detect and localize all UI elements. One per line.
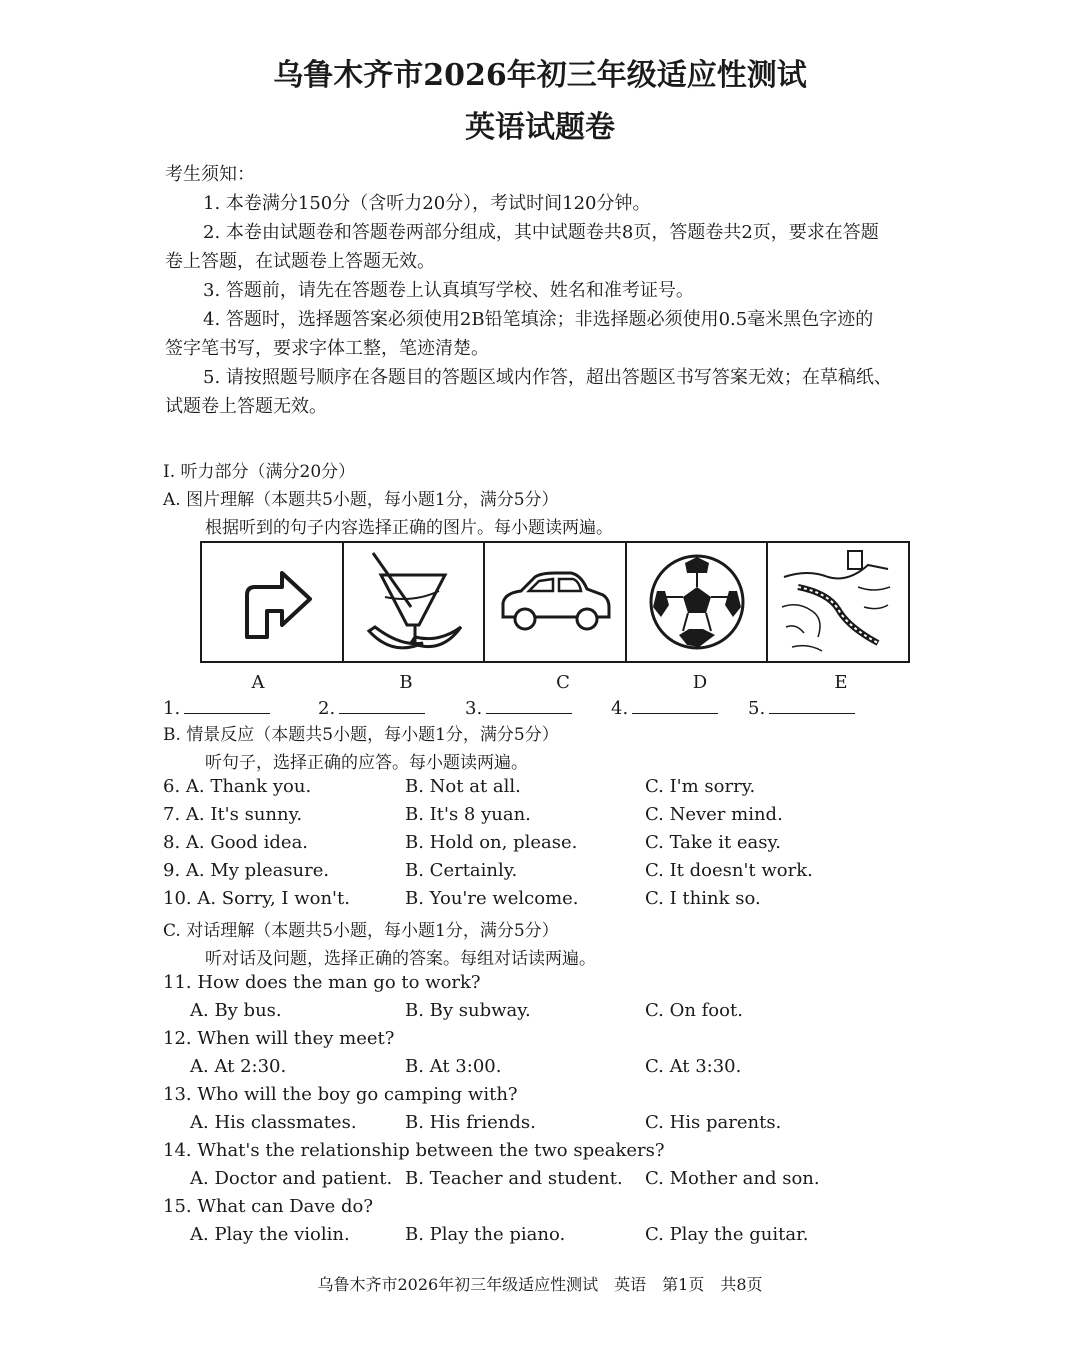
- answer-blank-5[interactable]: [748, 695, 855, 719]
- notice-line-4a: 4. 答题时，选择题答案必须使用2B铅笔填涂；非选择题必须使用0.5毫米黑色字迹的: [203, 309, 874, 330]
- picture-c: [485, 543, 627, 661]
- q12-option-c: C. At 3:30.: [645, 1056, 742, 1077]
- answer-blank-1[interactable]: [163, 695, 270, 719]
- q14-option-c: C. Mother and son.: [645, 1168, 820, 1189]
- soccer-ball-icon: [637, 547, 757, 657]
- answer-blank-2[interactable]: [318, 695, 425, 719]
- notice-heading: 考生须知：: [165, 164, 255, 185]
- q11-option-b: B. By subway.: [405, 1000, 531, 1021]
- q11-option-c: C. On foot.: [645, 1000, 743, 1021]
- page-footer: 乌鲁木齐市2026年初三年级适应性测试 英语 第1页 共8页: [317, 1275, 763, 1294]
- q10-option-b: B. You're welcome.: [405, 888, 579, 909]
- q11-option-a: A. By bus.: [190, 1000, 282, 1021]
- q9-option-a: 9. A. My pleasure.: [163, 860, 330, 881]
- picture-d: [627, 543, 769, 661]
- sectionB-title: B. 情景反应（本题共5小题，每小题1分，满分5分）: [163, 725, 559, 745]
- q6-option-c: C. I'm sorry.: [645, 776, 756, 797]
- q13-option-a: A. His classmates.: [190, 1112, 357, 1133]
- answer-blank-3[interactable]: [465, 695, 572, 719]
- sectionB-instruction: 听句子，选择正确的应答。每小题读两遍。: [205, 753, 528, 773]
- q8-option-b: B. Hold on, please.: [405, 832, 578, 853]
- picture-label-c: C: [556, 672, 570, 693]
- sectionC-title: C. 对话理解（本题共5小题，每小题1分，满分5分）: [163, 921, 559, 941]
- picture-label-e: E: [834, 672, 848, 693]
- q13-option-b: B. His friends.: [405, 1112, 536, 1133]
- notice-line-3: 3. 答题前，请先在答题卷上认真填写学校、姓名和准考证号。: [203, 280, 694, 301]
- sectionA-title: A. 图片理解（本题共5小题，每小题1分，满分5分）: [163, 490, 559, 510]
- blank-number: 4.: [611, 698, 629, 719]
- q15-option-a: A. Play the violin.: [190, 1224, 350, 1245]
- q8-option-c: C. Take it easy.: [645, 832, 782, 853]
- exam-title: 乌鲁木齐市2026年初三年级适应性测试: [273, 58, 807, 93]
- q8-option-a: 8. A. Good idea.: [163, 832, 309, 853]
- notice-line-5a: 5. 请按照题号顺序在各题目的答题区域内作答，超出答题区书写答案无效；在草稿纸、: [203, 367, 892, 388]
- q6-option-b: B. Not at all.: [405, 776, 521, 797]
- picture-label-b: B: [399, 672, 413, 693]
- picture-b: [344, 543, 486, 661]
- q15-option-b: B. Play the piano.: [405, 1224, 566, 1245]
- right-turn-arrow-icon: [212, 547, 332, 657]
- picture-label-d: D: [692, 672, 708, 693]
- q14-option-b: B. Teacher and student.: [405, 1168, 623, 1189]
- picture-row: [200, 541, 910, 663]
- q12-question: 12. When will they meet?: [163, 1028, 395, 1049]
- q14-option-a: A. Doctor and patient.: [190, 1168, 393, 1189]
- notice-line-4b: 签字笔书写，要求字体工整，笔迹清楚。: [165, 338, 489, 359]
- great-wall-icon: [778, 547, 898, 657]
- notice-line-2a: 2. 本卷由试题卷和答题卷两部分组成，其中试题卷共8页，答题卷共2页，要求在答题: [203, 222, 879, 243]
- q14-question: 14. What's the relationship between the two speakers?: [163, 1140, 665, 1161]
- sectionC-instruction: 听对话及问题，选择正确的答案。每组对话读两遍。: [205, 949, 596, 969]
- q9-option-b: B. Certainly.: [405, 860, 518, 881]
- q12-option-b: B. At 3:00.: [405, 1056, 502, 1077]
- q9-option-c: C. It doesn't work.: [645, 860, 813, 881]
- car-icon: [495, 547, 615, 657]
- picture-label-a: A: [251, 672, 265, 693]
- q6-option-a: 6. A. Thank you.: [163, 776, 312, 797]
- blank-number: 3.: [465, 698, 483, 719]
- drink-and-bananas-icon: [353, 547, 473, 657]
- notice-line-1: 1. 本卷满分150分（含听力20分），考试时间120分钟。: [203, 193, 651, 214]
- q15-question: 15. What can Dave do?: [163, 1196, 373, 1217]
- q10-option-c: C. I think so.: [645, 888, 761, 909]
- exam-subtitle: 英语试题卷: [465, 110, 615, 145]
- q11-question: 11. How does the man go to work?: [163, 972, 481, 993]
- picture-a: [202, 543, 344, 661]
- q13-question: 13. Who will the boy go camping with?: [163, 1084, 518, 1105]
- q7-option-c: C. Never mind.: [645, 804, 783, 825]
- q10-option-a: 10. A. Sorry, I won't.: [163, 888, 350, 909]
- q7-option-b: B. It's 8 yuan.: [405, 804, 531, 825]
- q15-option-c: C. Play the guitar.: [645, 1224, 809, 1245]
- picture-e: [768, 543, 908, 661]
- answer-blank-4[interactable]: [611, 695, 718, 719]
- notice-line-2b: 卷上答题，在试题卷上答题无效。: [165, 251, 435, 272]
- q12-option-a: A. At 2:30.: [190, 1056, 287, 1077]
- q13-option-c: C. His parents.: [645, 1112, 782, 1133]
- blank-number: 2.: [318, 698, 336, 719]
- notice-line-5b: 试题卷上答题无效。: [165, 396, 327, 417]
- q7-option-a: 7. A. It's sunny.: [163, 804, 303, 825]
- part1-title: I. 听力部分（满分20分）: [163, 462, 356, 482]
- blank-number: 1.: [163, 698, 181, 719]
- sectionA-instruction: 根据听到的句子内容选择正确的图片。每小题读两遍。: [205, 518, 613, 538]
- blank-number: 5.: [748, 698, 766, 719]
